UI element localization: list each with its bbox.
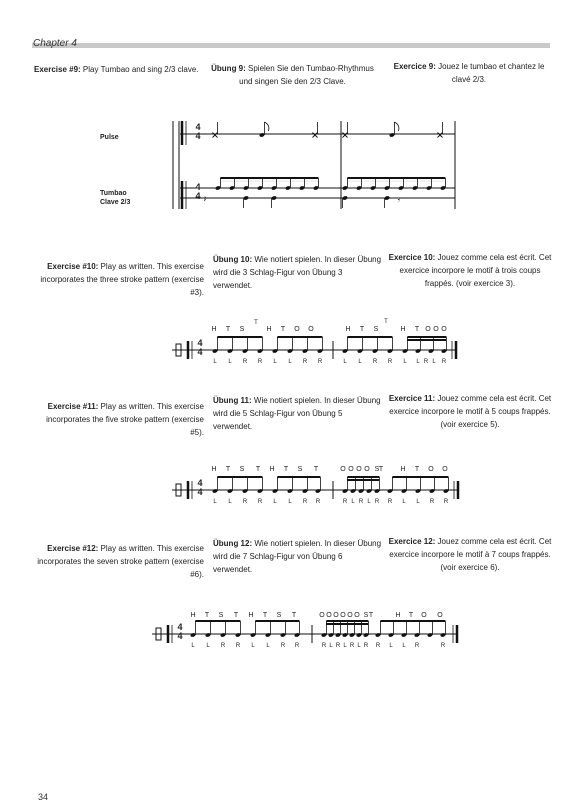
sticking-letter: L	[191, 643, 195, 649]
stroke-letter: O	[319, 612, 325, 619]
sticking-letter: L	[402, 643, 406, 649]
sticking-letter: L	[228, 359, 232, 365]
exercise-9-english: Exercise #9: Play Tumbao and sing 2/3 clave.	[34, 65, 199, 74]
time-signature-top: 4	[195, 182, 201, 192]
sticking-letter: L	[402, 499, 406, 505]
stroke-letter: T	[283, 466, 289, 473]
note-flag	[264, 122, 269, 131]
time-signature-top: 4	[195, 122, 201, 132]
stroke-letter: O	[308, 326, 314, 333]
stroke-letter: O	[354, 612, 360, 619]
sticking-letter: R	[387, 499, 393, 505]
sticking-letter: R	[315, 499, 321, 505]
sticking-letter: R	[302, 359, 308, 365]
sticking-letter: R	[363, 643, 369, 649]
stroke-letter: O	[425, 326, 431, 333]
sticking-letter: R	[242, 499, 248, 505]
stroke-letter: O	[441, 326, 447, 333]
sticking-letter: R	[220, 643, 226, 649]
sticking-letter: L	[288, 499, 292, 505]
stroke-letter: H	[345, 326, 351, 333]
stroke-letter: S	[239, 466, 245, 473]
sticking-letter: L	[351, 499, 355, 505]
sticking-letter: R	[235, 643, 241, 649]
stroke-letter: T	[262, 612, 268, 619]
sticking-letter: R	[280, 643, 286, 649]
stroke-letter: H	[269, 466, 275, 473]
stroke-letter: T	[414, 326, 420, 333]
stroke-letter: O	[421, 612, 427, 619]
stroke-accent: T	[384, 319, 388, 325]
exercise-11-english: Exercise #11: Play as written. This exercise incorporates the five stroke pattern (exercise #5).	[46, 402, 204, 437]
stroke-letter: S	[374, 466, 380, 473]
sticking-letter: L	[213, 359, 217, 365]
page-number: 34	[38, 792, 49, 802]
stroke-letter: S	[276, 612, 282, 619]
stroke-letter: H	[248, 612, 254, 619]
exercise-10-french: Exercice 10: Jouez comme cela est écrit. Cet exercice incorpore le motif à trois coups frappés. (voir exercice 3).	[388, 253, 552, 288]
stroke-letter: S	[373, 326, 379, 333]
sticking-letter: R	[242, 359, 248, 365]
exercise-9-german: Übung 9: Spielen Sie den Tumbao-Rhythmus und singen Sie den 2/3 Clave.	[211, 64, 374, 86]
stroke-letter: H	[400, 466, 406, 473]
stroke-letter: O	[356, 466, 362, 473]
stroke-letter: H	[266, 326, 272, 333]
sticking-letter: L	[403, 359, 407, 365]
note-flag	[394, 122, 399, 131]
sticking-letter: R	[358, 499, 364, 505]
sticking-letter: R	[294, 643, 300, 649]
stroke-letter: O	[428, 466, 434, 473]
sticking-letter: R	[335, 643, 341, 649]
stroke-letter: T	[408, 612, 414, 619]
sticking-letter: L	[432, 359, 436, 365]
stroke-letter: H	[211, 466, 217, 473]
sticking-letter: R	[414, 643, 420, 649]
sticking-letter: L	[416, 499, 420, 505]
sticking-letter: R	[443, 499, 449, 505]
stroke-letter: H	[211, 326, 217, 333]
time-signature-top: 4	[197, 338, 203, 348]
exercise-9-french: Exercice 9: Jouez le tumbao et chantez le clavé 2/3.	[393, 62, 545, 84]
stroke-letter: T	[368, 612, 374, 619]
stroke-letter: H	[400, 326, 406, 333]
stroke-letter: T	[378, 466, 384, 473]
sticking-letter: R	[257, 499, 263, 505]
time-signature-bottom: 4	[195, 131, 201, 141]
sticking-letter: L	[228, 499, 232, 505]
sticking-letter: L	[266, 643, 270, 649]
stroke-letter: H	[395, 612, 401, 619]
sticking-letter: R	[423, 359, 429, 365]
sticking-letter: L	[357, 643, 361, 649]
exercise-11-french: Exercice 11: Jouez comme cela est écrit. Cet exercice incorpore le motif à 5 coups frappés. (voir exercice 5).	[388, 394, 552, 429]
stroke-letter: H	[190, 612, 196, 619]
stroke-letter: S	[363, 612, 369, 619]
exercise-12-german: Übung 12: Wie notiert spielen. In dieser Übung wird die 7 Schlag-Figur von Übung 6 verwendet.	[213, 539, 382, 574]
rest: 𝄽	[203, 194, 207, 204]
exercise-12-english: Exercise #12: Play as written. This exercise incorporates the seven stroke pattern (exercise #6).	[37, 544, 204, 579]
sticking-letter: R	[429, 499, 435, 505]
rest: 𝄿	[397, 194, 401, 204]
sticking-letter: L	[343, 359, 347, 365]
sticking-letter: L	[288, 359, 292, 365]
stroke-letter: O	[348, 466, 354, 473]
sticking-letter: L	[367, 499, 371, 505]
sticking-letter: L	[273, 499, 277, 505]
stroke-letter: S	[218, 612, 224, 619]
time-signature-top: 4	[197, 478, 203, 488]
stroke-letter: O	[340, 466, 346, 473]
stroke-letter: O	[294, 326, 300, 333]
time-signature-bottom: 4	[195, 191, 201, 201]
sticking-letter: L	[251, 643, 255, 649]
stroke-letter: T	[313, 466, 319, 473]
stroke-letter: T	[233, 612, 239, 619]
time-signature-bottom: 4	[197, 347, 203, 357]
sticking-letter: R	[317, 359, 323, 365]
label-pulse: Pulse	[100, 134, 119, 141]
sticking-letter: L	[206, 643, 210, 649]
sticking-letter: R	[387, 359, 393, 365]
stroke-letter: T	[225, 326, 231, 333]
stroke-letter: T	[414, 466, 420, 473]
sticking-letter: R	[440, 643, 446, 649]
stroke-accent: T	[254, 320, 258, 326]
stroke-letter: S	[297, 466, 303, 473]
stroke-letter: S	[239, 326, 245, 333]
time-signature-bottom: 4	[177, 631, 183, 641]
exercise-10-english: Exercise #10: Play as written. This exercise incorporates the three stroke pattern (exercise #3).	[40, 262, 204, 297]
sticking-letter: L	[389, 643, 393, 649]
sticking-letter: L	[329, 643, 333, 649]
stroke-letter: T	[280, 326, 286, 333]
stroke-letter: O	[433, 326, 439, 333]
stroke-letter: T	[359, 326, 365, 333]
sticking-letter: R	[374, 499, 380, 505]
stroke-letter: O	[340, 612, 346, 619]
sticking-letter: L	[273, 359, 277, 365]
stroke-letter: T	[255, 466, 261, 473]
stroke-letter: O	[333, 612, 339, 619]
time-signature-top: 4	[177, 622, 183, 632]
sticking-letter: R	[349, 643, 355, 649]
stroke-letter: T	[291, 612, 297, 619]
sticking-letter: R	[321, 643, 327, 649]
stroke-letter: O	[347, 612, 353, 619]
sticking-letter: L	[358, 359, 362, 365]
sticking-letter: L	[213, 499, 217, 505]
exercise-12-french: Exercice 12: Jouez comme cela est écrit. Cet exercice incorpore le motif à 7 coups frappés. (voir exercice 6).	[388, 537, 552, 572]
time-signature-bottom: 4	[197, 487, 203, 497]
stroke-letter: O	[437, 612, 443, 619]
stroke-letter: T	[225, 466, 231, 473]
sticking-letter: R	[342, 499, 348, 505]
sticking-letter: L	[343, 643, 347, 649]
sticking-letter: R	[257, 359, 263, 365]
stroke-letter: O	[442, 466, 448, 473]
sticking-letter: R	[302, 499, 308, 505]
sticking-letter: L	[416, 359, 420, 365]
stroke-letter: T	[204, 612, 210, 619]
exercise-10-german: Übung 10: Wie notiert spielen. In dieser Übung wird die 3 Schlag-Figur von Übung 3 verwendet.	[213, 255, 382, 290]
sticking-letter: R	[441, 359, 447, 365]
exercise-11-german: Übung 11: Wie notiert spielen. In dieser Übung wird die 5 Schlag-Figur von Übung 5 verwendet.	[213, 396, 381, 431]
stroke-letter: O	[326, 612, 332, 619]
sticking-letter: R	[372, 359, 378, 365]
label-tumbao: Tumbao Clave 2/3	[100, 190, 131, 206]
stroke-letter: O	[364, 466, 370, 473]
chapter-heading: Chapter 4	[33, 38, 77, 49]
sticking-letter: R	[375, 643, 381, 649]
